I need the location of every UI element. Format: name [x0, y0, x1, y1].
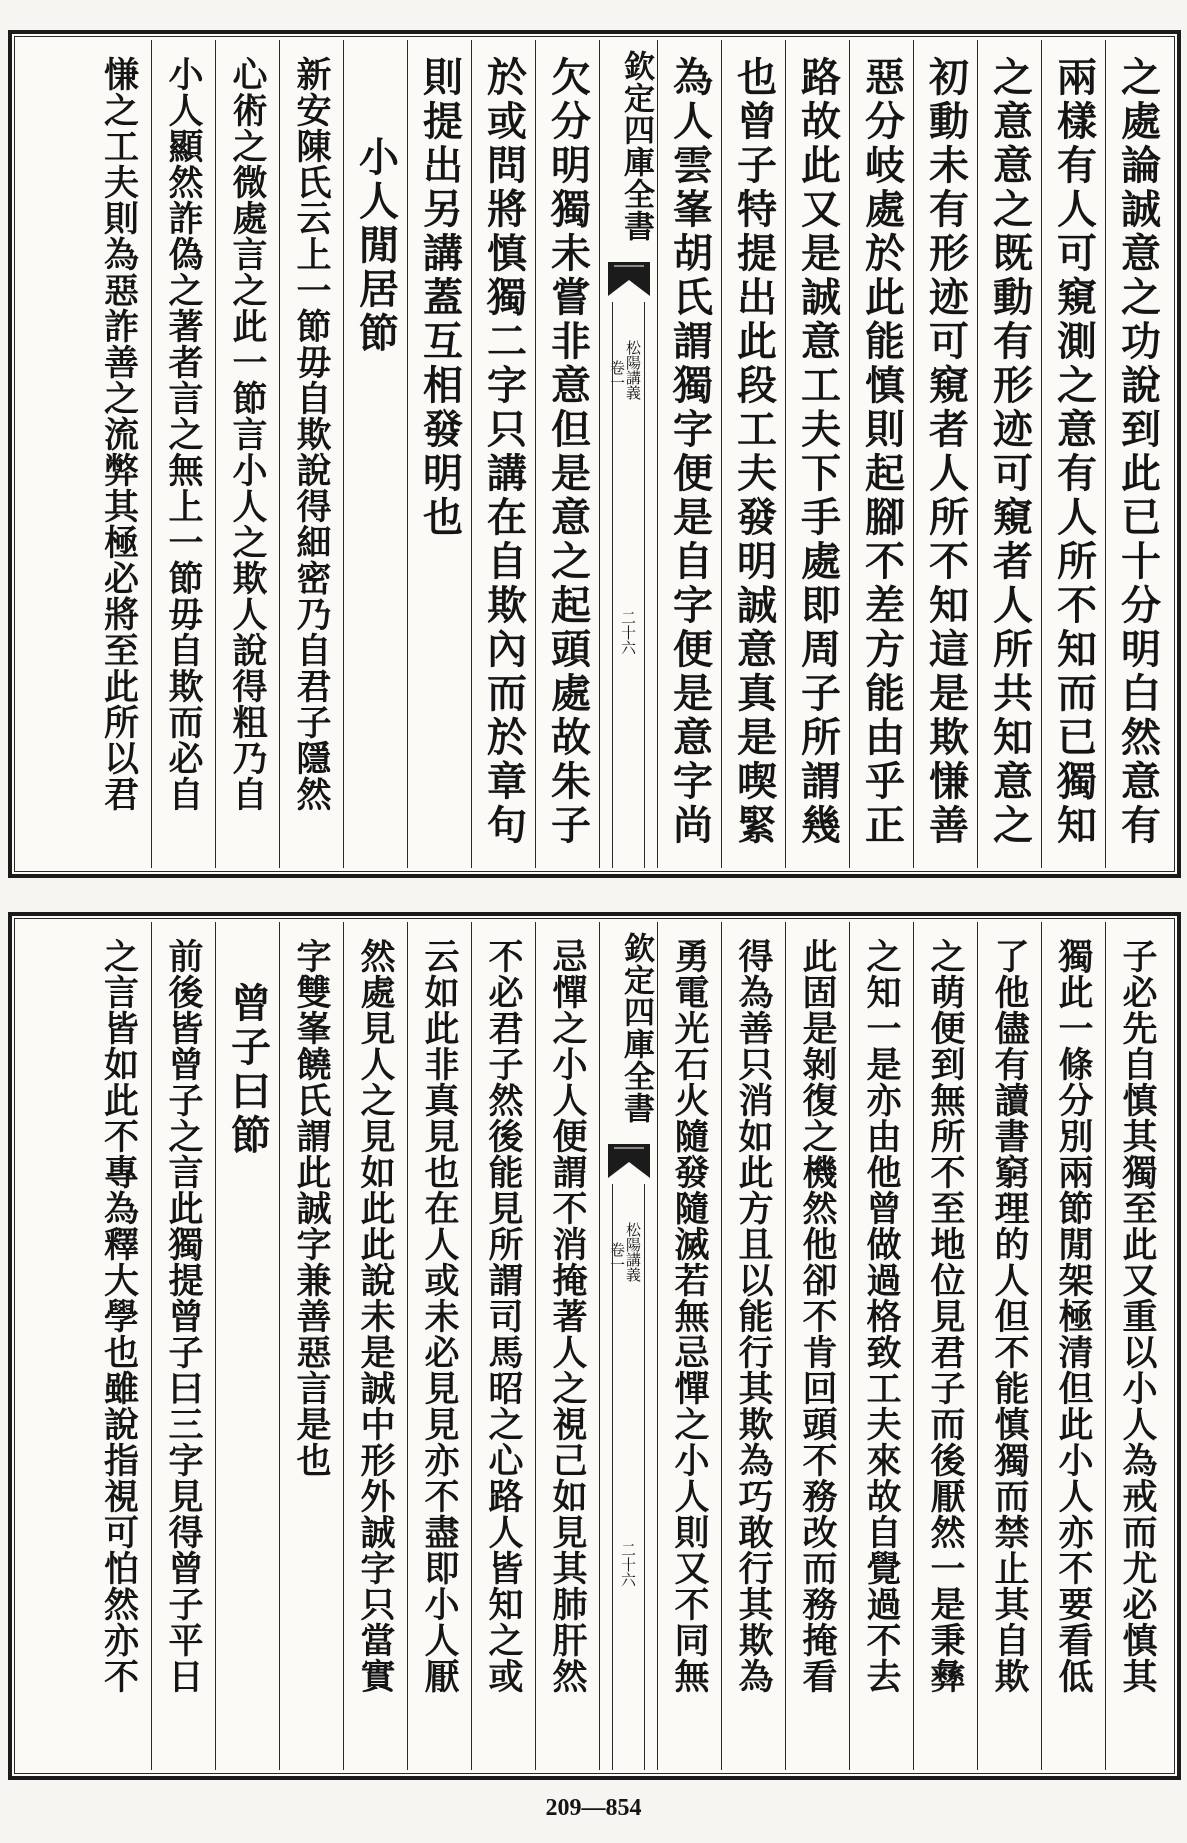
column-text: 字雙峯饒氏謂此誠字兼善惡言是也: [291, 938, 332, 1478]
text-column: [535, 922, 599, 1770]
column-text: 心術之微處言之此一節言小人之欺人說得粗乃自: [227, 56, 268, 812]
column-text: 於或問將慎獨二字只講在自欺內而於章句: [480, 56, 528, 848]
page-number-footer: 209—854: [545, 1795, 642, 1821]
text-column: [407, 922, 471, 1770]
gutter-book-name: 松陽講義: [624, 340, 642, 400]
column-text: 小人顯然詐偽之著者言之無上一節毋自欺而必自: [163, 56, 204, 812]
text-columns-lower: [20, 922, 1169, 1770]
text-column: [849, 922, 913, 1770]
text-column: [849, 40, 913, 868]
column-text: 之言皆如此不專為釋大學也雖說指視可怕然亦不: [98, 938, 140, 1694]
text-column: [151, 40, 215, 868]
column-text: 勇電光石火隨發隨滅若無忌憚之小人則又不同無: [669, 938, 710, 1694]
column-text: 之處論誠意之功說到此已十分明白然意有: [1114, 56, 1162, 848]
text-column: [343, 40, 407, 868]
column-text: 忌憚之小人便謂不消掩著人之視己如見其肺肝然: [547, 938, 588, 1694]
column-text: 路故此又是誠意工夫下手處即周子所謂幾: [794, 56, 842, 848]
gutter-rule: [644, 302, 645, 868]
text-column: [343, 922, 407, 1770]
section-heading: 曾子曰節: [224, 982, 272, 1158]
text-column: [279, 40, 343, 868]
text-column: [87, 40, 151, 868]
column-text: 此固是剝復之機然他卻不肯回頭不務改而務掩看: [797, 938, 838, 1694]
text-column: [657, 922, 721, 1770]
text-column: [471, 922, 535, 1770]
text-column: [1041, 922, 1105, 1770]
gutter-book-name: 松陽講義: [624, 1222, 642, 1282]
gutter-rule: [644, 1184, 645, 1770]
column-text: 之知一是亦由他曾做過格致工夫來故自覺過不去: [861, 938, 902, 1694]
column-text: 云如此非真見也在人或未必見見亦不盡即小人厭: [419, 938, 460, 1694]
gutter-title: 欽定四庫全書: [604, 926, 653, 1132]
text-column: [1105, 40, 1169, 868]
text-column: [977, 922, 1041, 1770]
column-text: 新安陳氏云上一節毋自欺說得細密乃自君子隱然: [291, 56, 332, 812]
gutter-title: 欽定四庫全書: [604, 44, 653, 250]
fishtail-mark-icon: [608, 1144, 650, 1178]
text-column: [87, 922, 151, 1770]
gutter-volume: 卷一: [608, 360, 626, 390]
gutter-folio-number: 二十六: [619, 610, 637, 655]
column-text: 得為善只消如此方且以能行其欺為巧敢行其欺為: [733, 938, 774, 1694]
center-gutter: [599, 40, 657, 868]
column-text: 惡分岐處於此能慎則起腳不差方能由乎正: [858, 56, 906, 848]
text-column: [785, 922, 849, 1770]
text-column: [151, 922, 215, 1770]
column-text: 之意意之既動有形迹可窺者人所共知意之: [986, 56, 1034, 848]
text-column: [215, 922, 279, 1770]
column-text: 之萌便到無所不至地位見君子而後厭然一是秉彝: [925, 938, 966, 1694]
page-lower-folio: [8, 912, 1181, 1780]
column-text: 然處見人之見如此此說未是誠中形外誠字只當實: [355, 938, 396, 1694]
column-text: 子必先自慎其獨至此又重以小人為戒而尤必慎其: [1117, 938, 1158, 1694]
column-text: 前後皆曾子之言此獨提曾子曰三字見得曾子平日: [163, 938, 204, 1694]
column-text: 慊之工夫則為惡詐善之流弊其極必將至此所以君: [98, 56, 140, 812]
text-column: [1105, 922, 1169, 1770]
text-columns-upper: [20, 40, 1169, 868]
text-column: [407, 40, 471, 868]
text-column: [721, 922, 785, 1770]
fishtail-mark-icon: [608, 262, 650, 296]
section-heading: 小人閒居節: [352, 136, 400, 356]
text-column: [279, 922, 343, 1770]
center-gutter: [599, 922, 657, 1770]
gutter-folio-number: 二十六: [619, 1542, 637, 1587]
text-column: [785, 40, 849, 868]
column-text: 不必君子然後能見所謂司馬昭之心路人皆知之或: [483, 938, 524, 1694]
text-column: [535, 40, 599, 868]
gutter-volume: 卷一: [608, 1242, 626, 1272]
column-text: 獨此一條分別兩節閒架極清但此小人亦不要看低: [1053, 938, 1094, 1694]
text-column: [913, 40, 977, 868]
page-upper-folio: [8, 30, 1181, 878]
column-text: 初動未有形迹可窺者人所不知這是欺慊善: [922, 56, 970, 848]
text-column: [215, 40, 279, 868]
text-column: [1041, 40, 1105, 868]
text-column: [471, 40, 535, 868]
text-column: [913, 922, 977, 1770]
text-column: [721, 40, 785, 868]
text-column: [977, 40, 1041, 868]
column-text: 為人雲峯胡氏謂獨字便是自字便是意字尚: [666, 56, 714, 848]
column-text: 兩樣有人可窺測之意有人所不知而已獨知: [1050, 56, 1098, 848]
column-text: 了他儘有讀書窮理的人但不能慎獨而禁止其自欺: [989, 938, 1030, 1694]
column-text: 欠分明獨未嘗非意但是意之起頭處故朱子: [544, 56, 592, 848]
text-column: [657, 40, 721, 868]
column-text: 則提出另講蓋互相發明也: [416, 56, 464, 540]
column-text: 也曾子特提出此段工夫發明誠意真是喫緊: [730, 56, 778, 848]
